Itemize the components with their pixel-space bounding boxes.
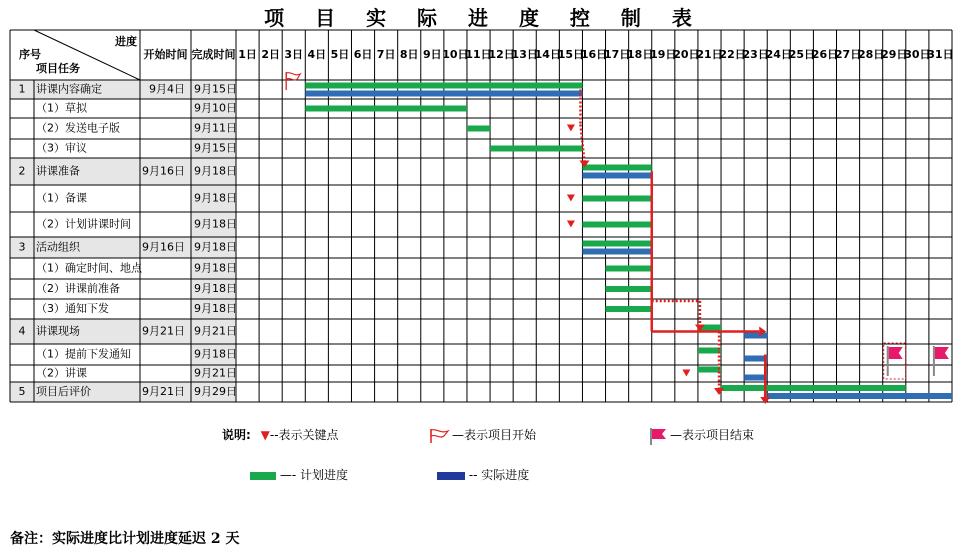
day-header: 18日: [627, 48, 654, 61]
day-header: 2日: [261, 48, 280, 61]
day-header: 8日: [399, 48, 419, 61]
row-start: 9月16日: [142, 164, 185, 178]
row-task: （2）计划讲课时间: [36, 217, 131, 231]
day-header: 9日: [422, 48, 442, 61]
critical-arrow: [760, 397, 770, 404]
planned-bar: [582, 241, 651, 247]
row-seq: 4: [18, 324, 26, 338]
row-task: （1）确定时间、地点: [36, 261, 142, 275]
row-task: （3）审议: [36, 141, 87, 155]
day-header: 24日: [765, 48, 792, 61]
header-seq: 序号: [19, 48, 41, 61]
header-task: 项目任务: [36, 62, 80, 75]
row-end: 9月15日: [194, 141, 237, 155]
planned-bar: [606, 266, 652, 272]
row-end: 9月18日: [194, 240, 237, 254]
row-task: 讲课现场: [36, 324, 80, 338]
row-task: （1）草拟: [36, 101, 87, 115]
row-task: （1）提前下发通知: [36, 347, 131, 361]
header-start: 开始时间: [143, 48, 188, 61]
day-header: 20日: [673, 48, 700, 61]
day-header: 1日: [238, 48, 257, 61]
header-progress: 进度: [115, 35, 137, 48]
planned-bar: [721, 385, 906, 391]
row-end: 9月18日: [194, 302, 237, 315]
legend-key-point-text: --表示关键点: [269, 428, 339, 442]
actual-swatch: [437, 472, 465, 480]
day-header: 11日: [465, 48, 492, 61]
planned-bar: [606, 306, 652, 312]
actual-bar: [582, 173, 651, 179]
legend-actual: [437, 466, 529, 483]
page-title: 项 目 实 际 进 度 控 制 表: [264, 6, 704, 30]
actual-bar: [744, 356, 767, 362]
planned-bar: [305, 106, 467, 112]
row-end: 9月18日: [194, 282, 237, 295]
row-task: 讲课准备: [36, 164, 80, 178]
day-header: 14日: [534, 48, 561, 61]
row-seq: 2: [18, 164, 26, 178]
key-point-marker: [567, 195, 575, 202]
legend-end: [648, 426, 754, 445]
key-point-icon: ▼: [260, 428, 270, 442]
end-flag-icon: [933, 346, 935, 376]
row-end: 9月18日: [194, 217, 237, 231]
end-flag-icon: [887, 346, 889, 376]
planned-bar: [582, 222, 651, 228]
day-header: 23日: [742, 48, 769, 61]
day-header: 7日: [376, 48, 396, 61]
day-header: 16日: [580, 48, 608, 61]
legend-end-text: —表示项目结束: [670, 428, 755, 442]
actual-bar: [744, 333, 767, 339]
day-header: 17日: [603, 48, 631, 61]
day-header: 13日: [511, 48, 538, 61]
planned-bar: [467, 126, 490, 132]
day-header: 4日: [307, 48, 327, 61]
row-task: 讲课内容确定: [36, 82, 102, 96]
row-task: （2）讲课前准备: [36, 282, 120, 295]
legend-key-point: [222, 426, 339, 443]
row-start: 9月21日: [142, 324, 185, 338]
remark-note: 备注：实际进度比计划进度延迟 2 天: [10, 531, 240, 547]
key-point-marker: [567, 125, 575, 132]
row-end: 9月10日: [194, 101, 237, 115]
day-header: 19日: [650, 48, 677, 61]
row-end: 9月18日: [194, 164, 237, 178]
key-point-marker: [682, 370, 690, 377]
row-task: （2）发送电子版: [36, 121, 120, 135]
day-header: 6日: [353, 48, 373, 61]
row-seq: 1: [18, 82, 26, 96]
legend-actual-text: -- 实际进度: [468, 468, 530, 482]
row-task: 活动组织: [36, 240, 80, 254]
row-task: （1）备课: [36, 191, 87, 205]
legend-planned-text: —- 计划进度: [279, 468, 348, 482]
start-flag-shape: [286, 73, 300, 80]
actual-bar: [767, 393, 952, 399]
end-flag-shape: [935, 347, 949, 359]
actual-bar: [582, 249, 651, 255]
legend-start: [428, 426, 536, 444]
legend-start-text: —表示项目开始: [452, 428, 537, 442]
day-header: 31日: [927, 48, 954, 61]
legend-note-label: 说明:: [222, 428, 251, 442]
day-header: 30日: [904, 48, 931, 61]
day-header: 28日: [858, 48, 885, 61]
end-flag-shape: [889, 347, 903, 359]
row-task: （2）讲课: [36, 366, 87, 380]
day-header: 10日: [442, 48, 469, 61]
key-point-marker: [567, 221, 575, 228]
day-header: 22日: [719, 48, 746, 61]
planned-bar: [698, 367, 721, 373]
planned-bar: [606, 286, 652, 292]
row-start: 9月4日: [149, 82, 185, 96]
row-end: 9月29日: [194, 385, 237, 398]
day-header: 29日: [881, 48, 908, 61]
row-seq: 3: [18, 240, 26, 254]
planned-bar: [698, 348, 721, 354]
header-end: 完成时间: [191, 48, 236, 61]
start-flag-icon: [428, 428, 452, 444]
day-header: 5日: [330, 48, 350, 61]
planned-bar: [305, 83, 582, 89]
planned-bar: [490, 146, 582, 152]
day-header: 21日: [696, 48, 723, 61]
day-header: 26日: [811, 48, 839, 61]
actual-bar: [305, 91, 582, 97]
row-end: 9月21日: [194, 324, 237, 338]
day-header: 25日: [788, 48, 816, 61]
row-task: （3）通知下发: [36, 302, 109, 315]
planned-bar: [582, 165, 651, 171]
day-header: 27日: [834, 48, 862, 61]
row-end: 9月21日: [194, 366, 237, 380]
row-end: 9月18日: [194, 347, 237, 361]
row-start: 9月16日: [142, 240, 185, 254]
row-end: 9月18日: [194, 261, 237, 275]
row-end: 9月15日: [194, 82, 237, 96]
row-seq: 5: [18, 385, 26, 398]
day-header: 12日: [488, 48, 515, 61]
row-end: 9月18日: [194, 191, 237, 205]
row-task: 项目后评价: [36, 385, 91, 398]
day-header: 15日: [557, 48, 585, 61]
planned-swatch: [250, 472, 276, 480]
actual-bar: [744, 375, 767, 381]
planned-bar: [582, 196, 651, 202]
legend-planned: [250, 466, 348, 483]
critical-arrow: [714, 388, 724, 395]
row-start: 9月21日: [142, 385, 185, 398]
day-header: 3日: [284, 48, 304, 61]
end-flag-icon: [648, 427, 670, 445]
row-end: 9月11日: [194, 121, 237, 135]
